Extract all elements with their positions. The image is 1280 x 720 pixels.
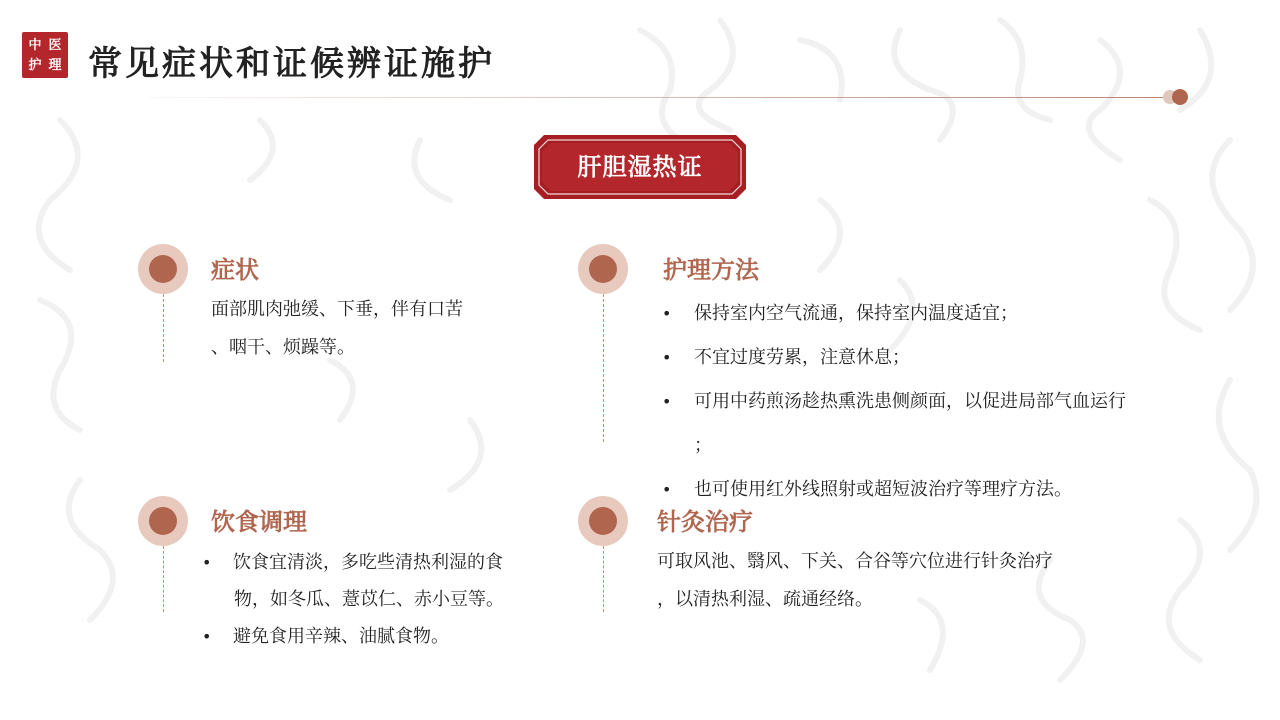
logo-char: 中	[28, 37, 42, 53]
nursing-marker-icon	[578, 244, 628, 294]
continuation-text: 物，如冬瓜、薏苡仁、赤小豆等。	[234, 589, 504, 610]
list-item: • 也可使用红外线照射或超短波治疗等理疗方法。	[662, 468, 1222, 512]
logo-char: 理	[48, 57, 62, 73]
symptoms-line: 、咽干、烦躁等。	[211, 337, 355, 358]
header-divider	[148, 97, 1174, 98]
list-item: • 可用中药煎汤趁热熏洗患侧颜面，以促进局部气血运行	[662, 380, 1222, 424]
badge-label: 肝胆湿热证	[577, 153, 703, 181]
diet-list	[202, 544, 582, 655]
symptoms-connector	[163, 294, 164, 362]
diet-heading: 饮食调理	[211, 508, 307, 536]
logo-char: 护	[28, 57, 42, 73]
symptoms-text	[211, 291, 463, 367]
syndrome-badge	[534, 135, 746, 199]
symptoms-line: 面部肌肉弛缓、下垂，伴有口苦	[211, 299, 463, 320]
list-item: • 饮食宜清淡，多吃些清热利湿的食	[202, 544, 582, 581]
list-item-continuation	[202, 581, 582, 618]
acupuncture-connector	[603, 546, 604, 612]
acupuncture-line: ，以清热利湿、疏通经络。	[657, 589, 873, 610]
page-title: 常见症状和证候辨证施护	[88, 44, 495, 84]
nursing-connector	[603, 294, 604, 442]
logo-char: 医	[48, 37, 62, 53]
nursing-list	[662, 292, 1222, 512]
continuation-text: ；	[694, 435, 712, 456]
acupuncture-marker-icon	[578, 496, 628, 546]
acupuncture-heading: 针灸治疗	[657, 508, 753, 536]
list-item-continuation	[662, 424, 1222, 468]
symptoms-heading: 症状	[211, 256, 259, 284]
acupuncture-text	[657, 543, 1053, 619]
list-item: • 避免食用辛辣、油腻食物。	[202, 618, 582, 655]
diet-connector	[163, 546, 164, 612]
list-item: • 保持室内空气流通，保持室内温度适宜；	[662, 292, 1222, 336]
header-dot-dark	[1172, 89, 1188, 105]
logo	[22, 32, 68, 78]
diet-marker-icon	[138, 496, 188, 546]
acupuncture-line: 可取风池、翳风、下关、合谷等穴位进行针灸治疗	[657, 551, 1053, 572]
list-item: • 不宜过度劳累，注意休息；	[662, 336, 1222, 380]
nursing-heading: 护理方法	[663, 256, 759, 284]
symptoms-marker-icon	[138, 244, 188, 294]
